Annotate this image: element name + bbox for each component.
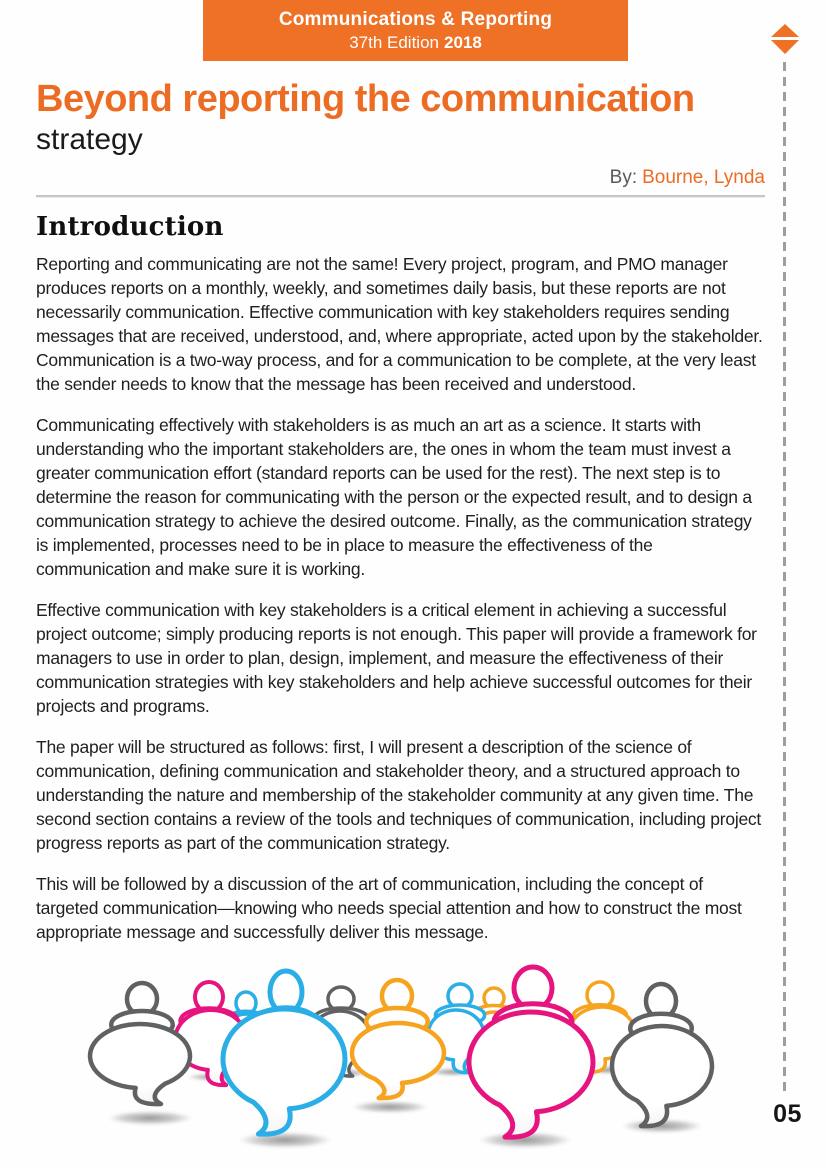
byline-label: By:	[609, 167, 638, 188]
up-arrow-icon	[771, 24, 799, 37]
byline	[36, 167, 765, 189]
article-header	[36, 76, 765, 198]
header-divider	[36, 195, 765, 198]
page-number: 05	[773, 1100, 802, 1128]
person-bubble-orange	[352, 980, 444, 1098]
paragraph-5: This will be followed by a discussion of the art of communication, including the concept of targeted communication—knowing who needs special attention and how to construct the most appropriate message and successfully deliver this message.	[36, 874, 742, 942]
paragraph-1: Reporting and communicating are not the same! Every project, program, and PMO manager produces reports on a monthly, weekly, and sometimes daily basis, but these reports are not necessarily communication. Effective communication with key stakeholders requires sending messages that are received, understood, and, where appropriate, acted upon by the stakeholder. Communication is a two-way process, and for a communication to be complete, at the very least the sender needs to know that the message has been received and understood.	[36, 254, 763, 394]
banner-year: 2018	[443, 33, 482, 52]
speech-bubble-crowd-illustration	[55, 953, 770, 1165]
article-title: Beyond reporting the communication	[36, 78, 695, 120]
banner-title: Communications & Reporting	[278, 9, 553, 30]
diamond-arrows-icon	[771, 24, 799, 54]
down-arrow-icon	[771, 40, 799, 54]
paragraph-3: Effective communication with key stakeholders is a critical element in achieving a successful project outcome; simply producing reports is not enough. This paper will provide a framework for managers to use in order to plan, design, implement, and measure the effectiveness of their communication strategies with key stakeholders and help achieve successful outcomes for their projects and programs.	[36, 600, 757, 716]
banner-edition	[349, 32, 482, 53]
banner-edition-text: 37th Edition	[349, 33, 439, 52]
dashed-margin-rule	[783, 62, 786, 1095]
paragraph-2: Communicating effectively with stakeholders is as much an art as a science. It starts with understanding who the important stakeholders are, the ones in whom the team must invest a greater communication effort (standard reports can be used for the rest). The next step is to determine the reason for communicating with the person or the expected result, and to design a communication strategy to achieve the desired outcome. Finally, as the communication strategy is implemented, processes need to be in place to measure the effectiveness of the communication and make sure it is working.	[36, 415, 752, 579]
section-heading: Introduction	[36, 212, 224, 242]
article-body	[36, 211, 766, 961]
person-bubble-gray	[612, 984, 712, 1126]
article-subtitle: strategy	[36, 123, 143, 156]
person-bubble-gray	[90, 983, 190, 1104]
edition-banner	[203, 0, 628, 61]
byline-author: Bourne, Lynda	[642, 167, 765, 188]
paragraph-4: The paper will be structured as follows: first, I will present a description of the science of communication, defining communication and stakeholder theory, and a structured approach to understanding the nature and membership of the stakeholder community at any given time. The second section contains a review of the tools and techniques of communication, including project progress reports as part of the communication strategy.	[36, 737, 762, 853]
